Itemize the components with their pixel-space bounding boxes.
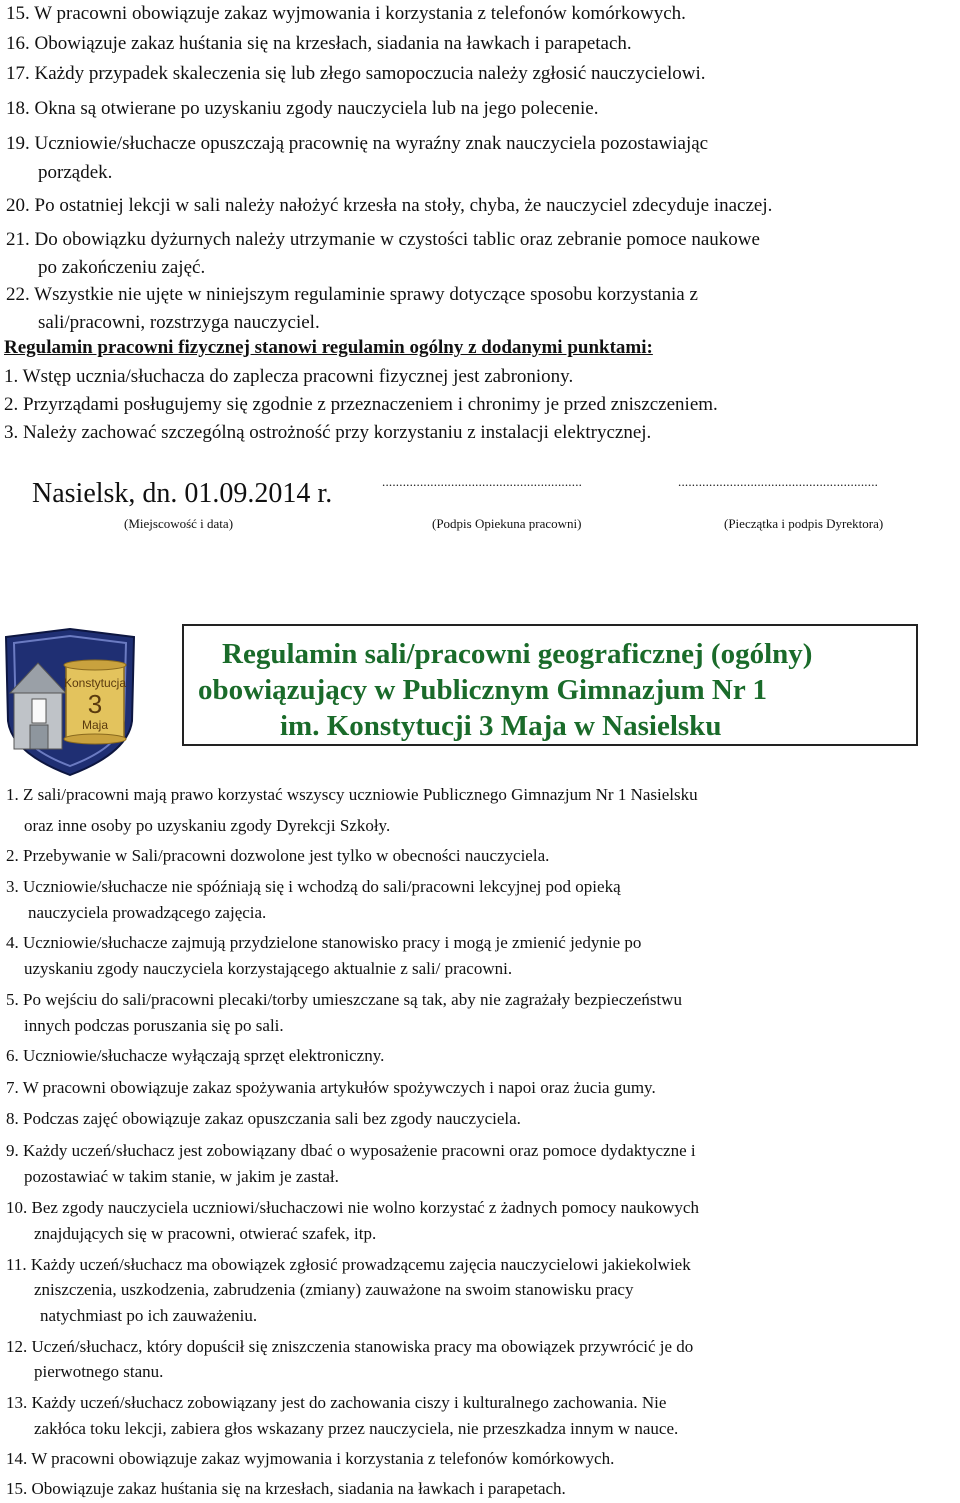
- rule-item: 18. Okna są otwierane po uzyskaniu zgody nauczyciela lub na jego polecenie.: [6, 98, 599, 119]
- rule-item: 10. Bez zgody nauczyciela uczniowi/słuchaczowi nie wolno korzystać z żadnych pomocy naukowych: [6, 1198, 699, 1217]
- document-title-box: [182, 624, 918, 746]
- director-signature-line: ..........................................................: [678, 474, 879, 489]
- logo-text-line3: Maja: [81, 718, 109, 732]
- place-date: Nasielsk, dn. 01.09.2014 r.: [32, 478, 333, 509]
- rule-item: 6. Uczniowie/słuchacze wyłączają sprzęt elektroniczny.: [6, 1046, 385, 1065]
- physics-section-title: Regulamin pracowni fizycznej stanowi regulamin ogólny z dodanymi punktami:: [4, 337, 653, 358]
- rule-item: 15. Obowiązuje zakaz huśtania się na krzesłach, siadania na ławkach i parapetach.: [6, 1479, 566, 1498]
- school-logo: [0, 625, 140, 777]
- document-title-line2: obowiązujący w Publicznym Gimnazjum Nr 1: [198, 674, 767, 706]
- rule-item: 15. W pracowni obowiązuje zakaz wyjmowania i korzystania z telefonów komórkowych.: [6, 3, 686, 24]
- building-window: [32, 699, 46, 723]
- caption-place-date: (Miejscowość i data): [124, 516, 234, 531]
- rule-item: 12. Uczeń/słuchacz, który dopuścił się zniszczenia stanowiska pracy ma obowiązek przywrócić je do: [6, 1337, 694, 1356]
- rule-item: 16. Obowiązuje zakaz huśtania się na krzesłach, siadania na ławkach i parapetach.: [6, 33, 632, 54]
- rule-item-continuation: nauczyciela prowadzącego zajęcia.: [28, 903, 267, 922]
- rule-item: 1. Z sali/pracowni mają prawo korzystać wszyscy uczniowie Publicznego Gimnazjum Nr 1 Nasielsku: [6, 785, 698, 804]
- rule-item: 14. W pracowni obowiązuje zakaz wyjmowania i korzystania z telefonów komórkowych.: [6, 1449, 615, 1468]
- rule-item-continuation: porządek.: [38, 162, 113, 183]
- rule-item: 5. Po wejściu do sali/pracowni plecaki/torby umieszczane są tak, aby nie zagrażały bezpieczeństwu: [6, 990, 682, 1009]
- document-title-line3: im. Konstytucji 3 Maja w Nasielsku: [280, 710, 722, 742]
- rule-item: 9. Każdy uczeń/słuchacz jest zobowiązany dbać o wyposażenie pracowni oraz pomoce dydaktyczne i: [6, 1141, 696, 1160]
- rule-item-continuation: pozostawiać w takim stanie, w jakim je zastał.: [24, 1167, 339, 1186]
- rule-item: 3. Uczniowie/słuchacze nie spóźniają się i wchodzą do sali/pracowni lekcyjnej pod opieką: [6, 877, 621, 896]
- rule-item: 13. Każdy uczeń/słuchacz zobowiązany jest do zachowania ciszy i kulturalnego zachowania. Nie: [6, 1393, 667, 1412]
- physics-item: 3. Należy zachować szczególną ostrożność przy korzystaniu z instalacji elektrycznej.: [4, 422, 652, 443]
- logo-text-line2: 3: [87, 689, 103, 719]
- rule-item: 7. W pracowni obowiązuje zakaz spożywania artykułów spożywczych i napoi oraz żucia gumy.: [6, 1078, 656, 1097]
- rule-item-continuation: pierwotnego stanu.: [34, 1362, 164, 1381]
- rule-item: 4. Uczniowie/słuchacze zajmują przydzielone stanowisko pracy i mogą je zmienić jedynie po: [6, 933, 642, 952]
- rule-item-continuation: uzyskaniu zgody nauczyciela korzystającego aktualnie z sali/ pracowni.: [24, 959, 513, 978]
- rule-item-continuation: sali/pracowni, rozstrzyga nauczyciel.: [38, 312, 320, 333]
- logo-text-line1: Konstytucja: [63, 676, 127, 690]
- rule-item-continuation: innych podczas poruszania się po sali.: [24, 1016, 284, 1035]
- rule-item: 2. Przebywanie w Sali/pracowni dozwolone jest tylko w obecności nauczyciela.: [6, 846, 550, 865]
- scroll-top-roll: [64, 660, 126, 670]
- rule-item: 17. Każdy przypadek skaleczenia się lub złego samopoczucia należy zgłosić nauczycielowi.: [6, 63, 706, 84]
- guardian-signature-line: ..........................................................: [382, 474, 583, 489]
- scroll-bottom-roll: [64, 734, 126, 744]
- rule-item: 20. Po ostatniej lekcji w sali należy nałożyć krzesła na stoły, chyba, że nauczyciel zdecyduje inaczej.: [6, 195, 773, 216]
- rule-item-continuation: zakłóca toku lekcji, zabiera głos wskazany przez nauczyciela, nie przeszkadza innym w nauce.: [34, 1419, 679, 1438]
- building-door: [30, 725, 48, 749]
- rule-item-continuation: natychmiast po ich zauważeniu.: [40, 1306, 258, 1325]
- document-title-line1: Regulamin sali/pracowni geograficznej (ogólny): [222, 638, 813, 670]
- rule-item-continuation: po zakończeniu zajęć.: [38, 257, 206, 278]
- rule-item-continuation: oraz inne osoby po uzyskaniu zgody Dyrekcji Szkoły.: [24, 816, 391, 835]
- rule-item: 8. Podczas zajęć obowiązuje zakaz opuszczania sali bez zgody nauczyciela.: [6, 1109, 521, 1128]
- physics-item: 1. Wstęp ucznia/słuchacza do zaplecza pracowni fizycznej jest zabroniony.: [4, 366, 574, 387]
- rule-item: 22. Wszystkie nie ujęte w niniejszym regulaminie sprawy dotyczące sposobu korzystania z: [6, 284, 698, 305]
- rule-item-continuation: znajdujących się w pracowni, otwierać szafek, itp.: [34, 1224, 377, 1243]
- rule-item: 21. Do obowiązku dyżurnych należy utrzymanie w czystości tablic oraz zebranie pomoce naukowe: [6, 229, 760, 250]
- school-logo-graphic: [0, 625, 140, 777]
- physics-item: 2. Przyrządami posługujemy się zgodnie z przeznaczeniem i chronimy je przed zniszczeniem.: [4, 394, 718, 415]
- rule-item: 19. Uczniowie/słuchacze opuszczają pracownię na wyraźny znak nauczyciela pozostawiając: [6, 133, 709, 154]
- rule-item: 11. Każdy uczeń/słuchacz ma obowiązek zgłosić prowadzącemu zajęcia nauczycielowi jakiekolwiek: [6, 1255, 691, 1274]
- caption-guardian: (Podpis Opiekuna pracowni): [432, 516, 582, 531]
- rule-item-continuation: zniszczenia, uszkodzenia, zabrudzenia (zmiany) zauważone na swoim stanowisku pracy: [34, 1280, 634, 1299]
- caption-director: (Pieczątka i podpis Dyrektora): [724, 516, 884, 531]
